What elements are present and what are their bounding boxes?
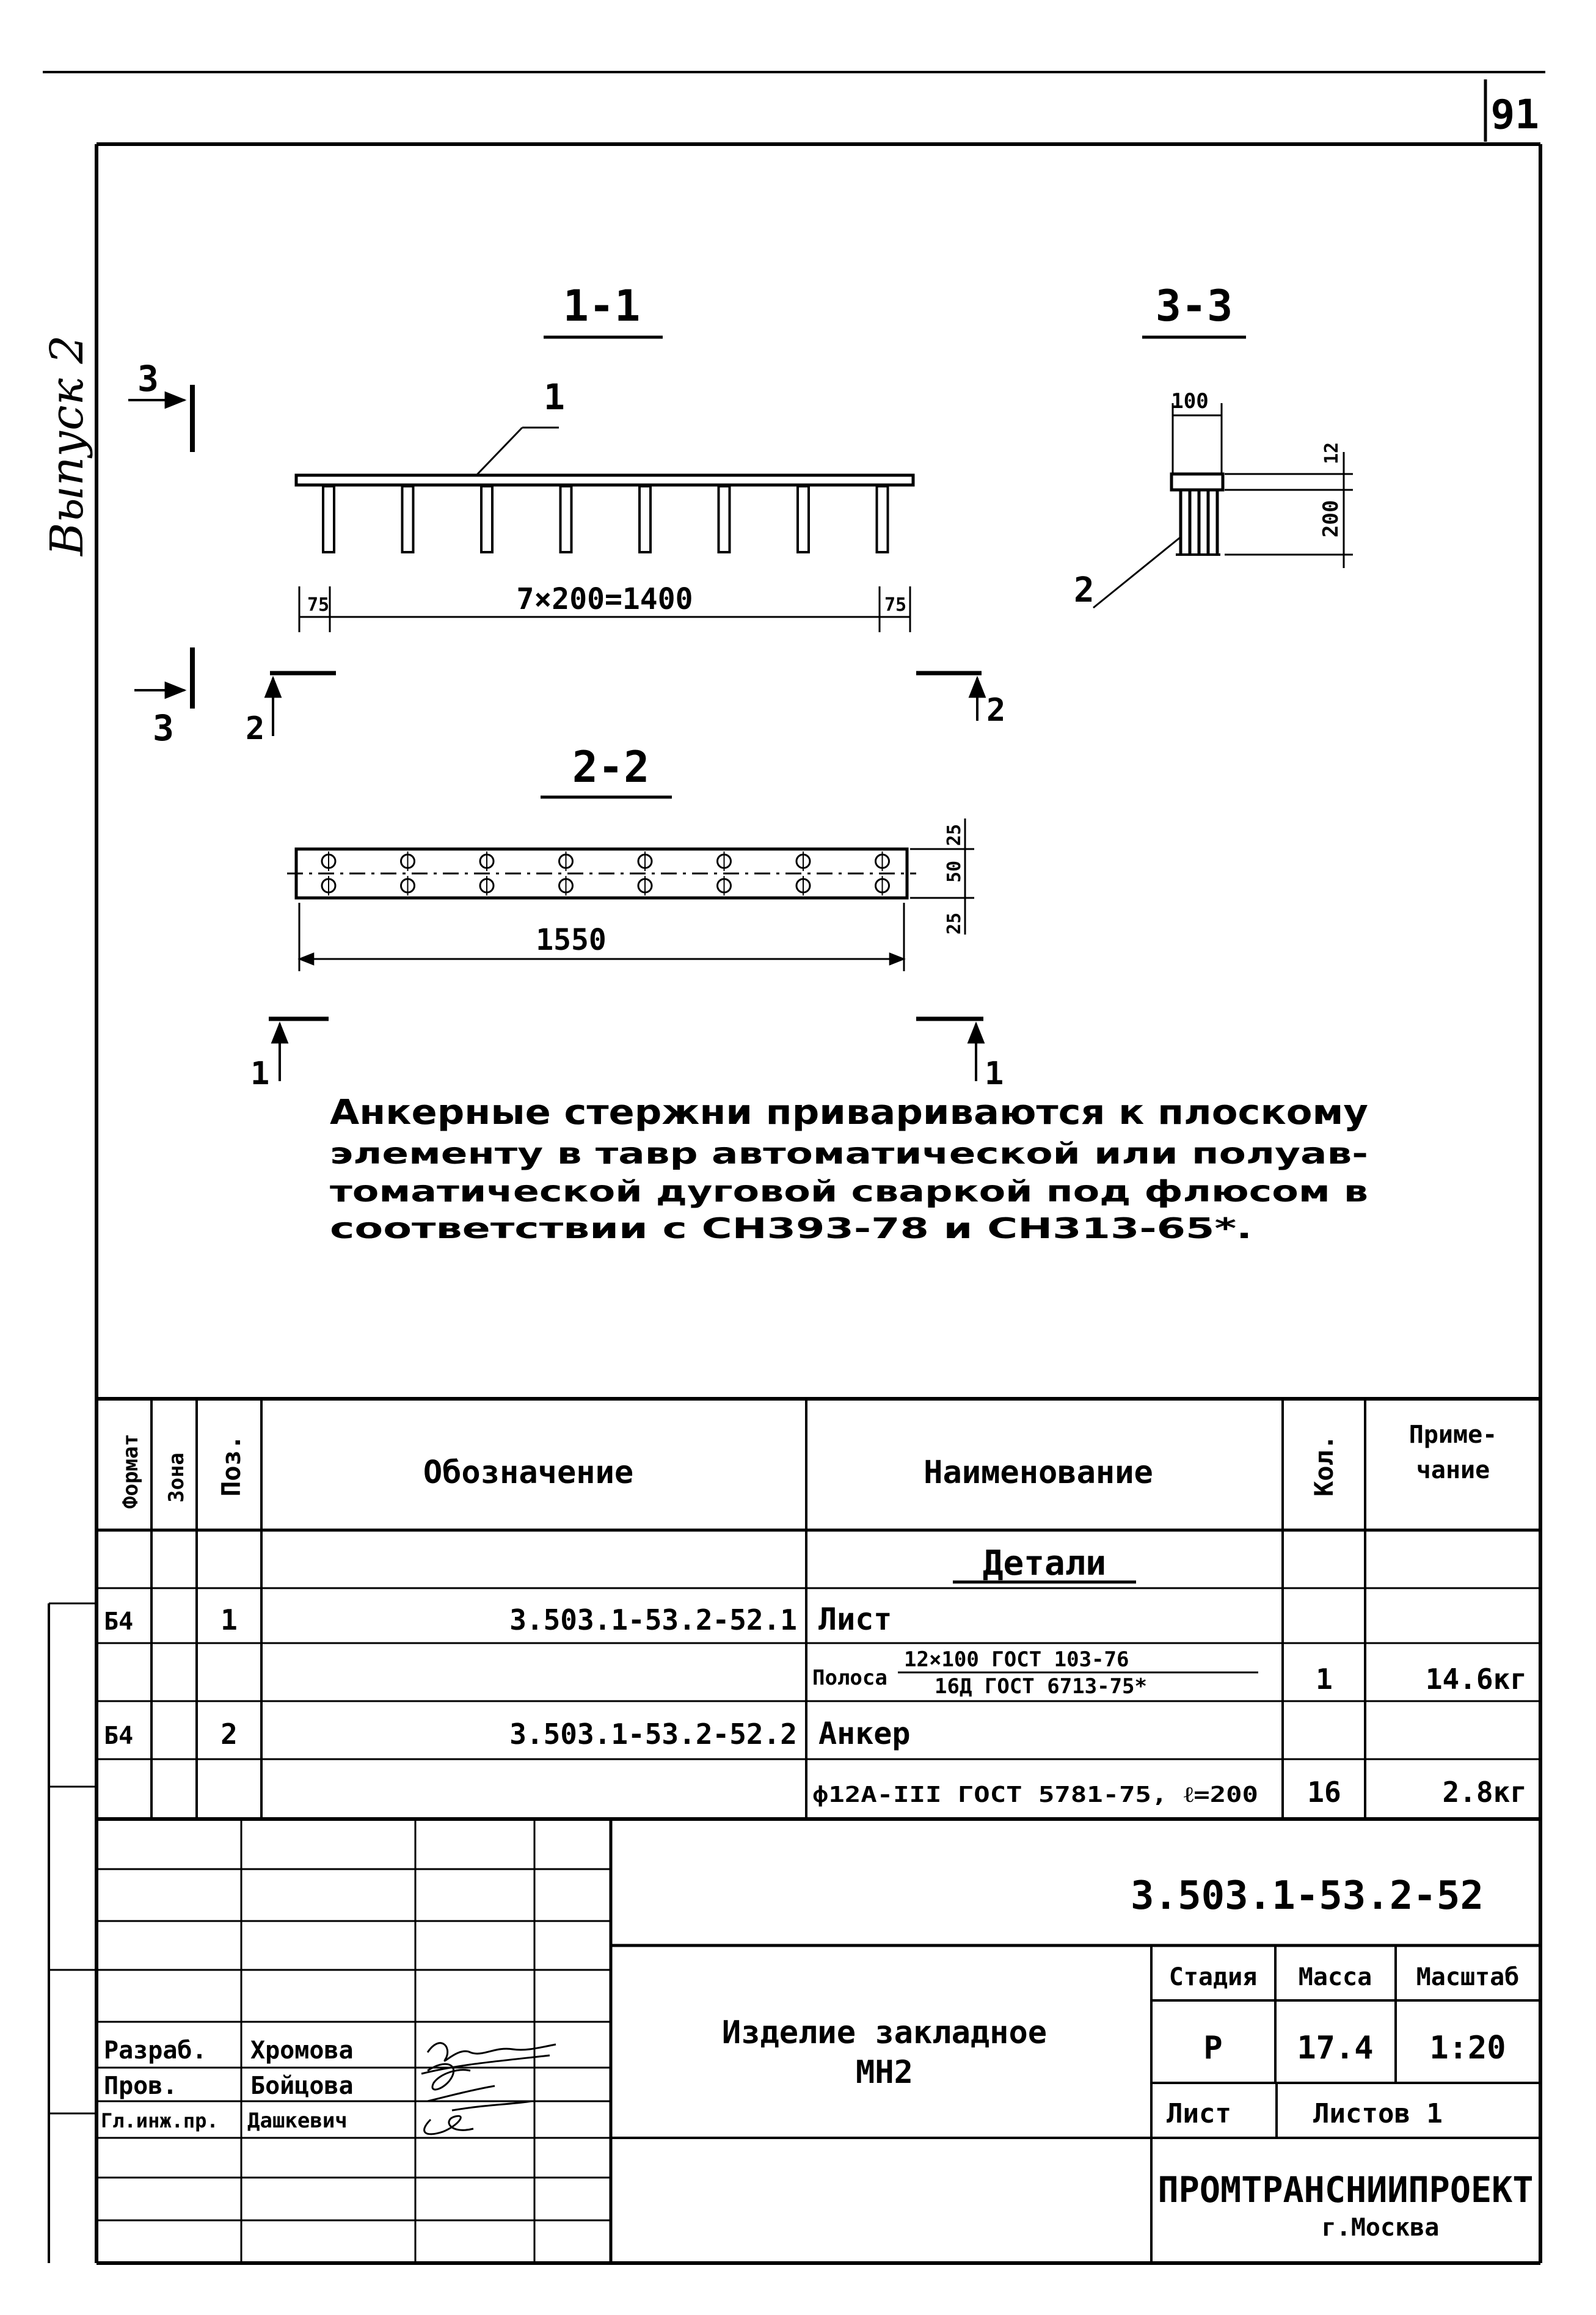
- spec-table: [97, 1399, 1540, 1819]
- anchor-bar: [877, 486, 888, 552]
- dim-length: 1550: [536, 923, 607, 957]
- stage-value: Р: [1203, 2030, 1223, 2066]
- name-checker: Бойцова: [250, 2072, 354, 2100]
- cut-label-3-top: 3: [137, 358, 159, 399]
- anchor-bar: [403, 486, 414, 552]
- name-chief-engineer: Дашкевич: [247, 2109, 348, 2133]
- issue-label: Выпуск 2: [41, 335, 93, 556]
- org-name: ПРОМТРАНСНИИПРОЕКТ: [1157, 2169, 1534, 2211]
- callout-2: 2: [1074, 571, 1095, 610]
- row3-name: Анкер: [818, 1716, 911, 1751]
- cut-label-1-right: 1: [985, 1055, 1004, 1092]
- anchor-bar: [798, 486, 809, 552]
- anchor-bar: [639, 486, 650, 552]
- signature-developer: [421, 2043, 556, 2074]
- dim-edge-left: 75: [307, 594, 330, 616]
- cut-label-1-left: 1: [250, 1055, 270, 1092]
- anchors-side: [323, 486, 888, 552]
- note-line-3: томатической дуговой сваркой под флюсом в: [330, 1175, 1368, 1209]
- dim-span: 7×200=1400: [516, 582, 693, 616]
- anchor-bar: [481, 486, 492, 552]
- header-zone: Зона: [164, 1453, 189, 1503]
- section-1-1: [296, 281, 913, 632]
- header-qty: Кол.: [1309, 1434, 1339, 1497]
- note-line-1: Анкерные стержни привариваются к плоскому: [330, 1093, 1368, 1132]
- title-block: [97, 1819, 1540, 2263]
- sheets-label: Листов 1: [1313, 2098, 1443, 2129]
- row1-format: Б4: [104, 1608, 134, 1636]
- name-developer: Хромова: [250, 2036, 354, 2065]
- anchor-bar: [323, 486, 334, 552]
- mass-value: 17.4: [1297, 2030, 1374, 2066]
- row1-designation: 3.503.1-53.2-52.1: [509, 1603, 797, 1636]
- row4-note: 2.8кг: [1442, 1776, 1527, 1809]
- dim-anchor-length: 200: [1319, 500, 1343, 538]
- section-details-title: Детали: [982, 1544, 1107, 1583]
- section-2-2: [287, 742, 974, 971]
- row4-name: ф12А-III ГОСТ 5781-75, ℓ=200: [812, 1782, 1258, 1807]
- section-2-2-title: 2-2: [572, 742, 650, 792]
- cut-label-3-bottom: 3: [153, 707, 174, 749]
- section-3-3: [1074, 281, 1353, 610]
- header-note-box: [1368, 1417, 1538, 1515]
- plate-end: [1171, 474, 1223, 490]
- row2-frac-top: 12×100 ГОСТ 103-76: [904, 1647, 1129, 1672]
- callout-1: 1: [544, 376, 565, 418]
- cut-mark-2: [246, 673, 1005, 747]
- org-city: г.Москва: [1321, 2214, 1440, 2242]
- row2-frac-bottom: 16Д ГОСТ 6713-75*: [935, 1674, 1147, 1699]
- header-designation: Обозначение: [423, 1454, 634, 1491]
- note-line-4: соответствии с СН393-78 и СН313-65*.: [330, 1212, 1252, 1245]
- row3-pos: 2: [220, 1718, 238, 1751]
- section-3-3-title: 3-3: [1155, 281, 1233, 331]
- cut-mark-3: [128, 358, 192, 749]
- header-name: Наименование: [924, 1454, 1153, 1491]
- dim-edge-top: 25: [944, 823, 965, 846]
- row3-format: Б4: [104, 1722, 134, 1750]
- dim-pitch: 50: [944, 860, 965, 883]
- plate-side: [296, 475, 913, 485]
- doc-code: 3.503.1-53.2-52: [1131, 1873, 1484, 1919]
- item-mark: МН2: [856, 2054, 913, 2091]
- role-chief-engineer: Гл.инж.пр.: [101, 2109, 219, 2132]
- dim-edge-right: 75: [884, 594, 907, 616]
- callout-leader: [1093, 538, 1180, 608]
- cut-label-2-right: 2: [986, 692, 1006, 729]
- page-number: 91: [1490, 91, 1539, 138]
- stage-label: Стадия: [1168, 1963, 1258, 1991]
- role-developer: Разраб.: [104, 2036, 207, 2065]
- row2-note: 14.6кг: [1425, 1663, 1527, 1696]
- section-1-1-title: 1-1: [563, 281, 641, 331]
- anchor-bar: [719, 486, 730, 552]
- dim-width: 100: [1171, 389, 1209, 414]
- welding-note: [330, 1093, 1368, 1245]
- sheet-label: Лист: [1167, 2098, 1231, 2129]
- row4-qty: 16: [1307, 1776, 1341, 1809]
- signature-chief-engineer: [425, 2101, 531, 2134]
- cut-mark-1: [250, 1019, 1004, 1092]
- row3-designation: 3.503.1-53.2-52.2: [509, 1718, 797, 1751]
- row2-qty: 1: [1316, 1663, 1333, 1696]
- anchor-bar: [561, 486, 572, 552]
- row1-pos: 1: [220, 1603, 238, 1636]
- scale-label: Масштаб: [1416, 1963, 1520, 1991]
- header-pos: Поз.: [216, 1434, 246, 1497]
- cut-label-2-left: 2: [246, 710, 265, 747]
- dim-plate-thickness: 12: [1321, 442, 1343, 464]
- role-checker: Пров.: [104, 2072, 178, 2100]
- dim-edge-bottom: 25: [944, 912, 965, 935]
- header-note: Приме- чание: [1408, 1421, 1498, 1484]
- item-title: Изделие закладное: [721, 2014, 1048, 2051]
- mass-label: Масса: [1298, 1963, 1372, 1991]
- header-format: Формат: [118, 1434, 143, 1509]
- row2-prefix: Полоса: [812, 1666, 887, 1690]
- row1-name: Лист: [818, 1602, 892, 1637]
- callout-leader: [476, 428, 522, 475]
- scale-value: 1:20: [1429, 2030, 1506, 2066]
- note-line-2: элементу в тавр автоматической или полуав-: [330, 1137, 1368, 1171]
